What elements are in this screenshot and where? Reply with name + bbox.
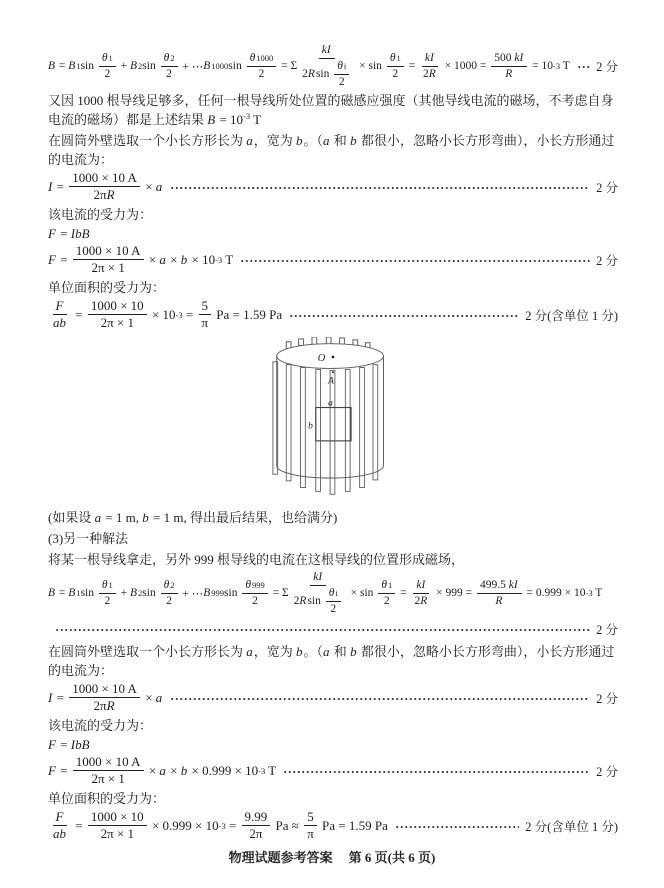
fraction-denominator <box>327 602 339 616</box>
score-label: 2 分 <box>596 691 618 706</box>
fraction <box>73 755 144 787</box>
fraction <box>161 52 178 81</box>
fraction-denominator <box>304 826 317 842</box>
formula-segment: 2π × 1 <box>91 771 125 787</box>
cylinder-top-ellipse <box>277 344 384 369</box>
fraction-numerator <box>387 52 404 67</box>
formula-segment: 2 <box>252 594 258 607</box>
formula-segment: θ i <box>337 59 347 72</box>
formula-segment: Pa = 1.59 Pa <box>213 306 283 322</box>
fraction-numerator <box>326 587 341 602</box>
text-content <box>48 791 165 806</box>
center-o-label: O <box>317 352 326 364</box>
fraction-numerator <box>73 244 144 261</box>
wire-rods <box>273 362 378 494</box>
fraction-denominator <box>492 594 506 608</box>
fraction-numerator <box>319 44 335 59</box>
text-content <box>48 510 337 525</box>
fraction-numerator <box>88 810 147 827</box>
formula-segment: θ 1 <box>101 578 113 591</box>
fraction-denominator <box>198 315 211 331</box>
formula-segment: θ 2 <box>163 578 175 591</box>
text-line <box>48 789 618 808</box>
dotted-leader <box>170 182 590 194</box>
formula-line <box>48 226 618 242</box>
fraction-denominator <box>246 826 265 842</box>
footer-document-title: 物理试题参考答案 <box>228 850 333 865</box>
formula-segment: θ 1 <box>381 578 393 591</box>
fraction <box>242 579 267 608</box>
point-a-label: A <box>328 376 335 387</box>
formula-segment: 1000 × 10 A <box>72 680 137 696</box>
fraction-denominator <box>249 594 261 608</box>
formula-segment: 又因 1000 根导线足够多，任何一根导线所处位置的磁感应强度（其他导线电流的磁场，不考虑自身电流的磁场）都是上述结果 $B = 10^{-3}$ T <box>48 92 614 127</box>
fraction-denominator <box>91 698 119 714</box>
formula-line <box>48 737 618 753</box>
fraction-numerator <box>491 52 527 67</box>
formula-segment: × a × b × 10 -3 T <box>145 251 234 267</box>
formula-segment: 2 R sin <box>302 67 333 80</box>
formula-segment: Pa = 1.59 Pa <box>318 817 388 833</box>
formula-segment: 5 <box>201 297 208 313</box>
formula-segment: = Σ <box>269 587 289 600</box>
formula-segment: × a <box>141 689 163 705</box>
text-line <box>48 205 618 224</box>
formula-content <box>48 682 163 714</box>
side-b-label: b <box>308 421 313 432</box>
formula-segment: 2 R <box>422 67 436 80</box>
formula-segment: R <box>495 594 503 607</box>
dotted-leader <box>240 255 590 267</box>
fraction <box>247 52 277 81</box>
formula-line <box>48 244 618 276</box>
formula-segment: F = IbB <box>48 736 90 752</box>
formula-segment: = <box>72 817 86 833</box>
formula-segment: 将某一根导线拿走，另外 999 根导线的电流在这根导线的位置形成磁场， <box>48 551 465 567</box>
score-label: 2 分(含单位 1 分) <box>525 819 618 834</box>
formula-segment: 1000 × 10 A <box>75 753 141 769</box>
fraction <box>291 571 346 616</box>
page-footer <box>0 847 664 866</box>
formula-segment: = 10 -3 T <box>529 60 570 73</box>
formula-segment: 1000 × 10 <box>90 808 144 824</box>
text-content <box>48 552 464 567</box>
score-label: 2 分 <box>596 764 618 779</box>
formula-segment: 在圆筒外壁选取一个小长方形长为 a，宽为 b。（a 和 b 都很小，忽略小长方形弯曲），小长方形通过的电流为： <box>48 643 615 678</box>
formula-segment: R <box>505 67 513 80</box>
fraction-numerator <box>310 571 326 586</box>
formula-segment: 5 <box>307 808 314 824</box>
text-line <box>48 550 618 569</box>
fraction <box>299 44 354 89</box>
formula-segment: 2 R <box>414 594 428 607</box>
fraction-numerator <box>334 60 349 75</box>
fraction-numerator <box>413 579 429 594</box>
formula-content <box>48 244 233 276</box>
fraction-denominator <box>299 59 354 89</box>
formula-segment: 2π R <box>93 698 115 714</box>
dotted-leader <box>577 61 590 73</box>
fraction-denominator <box>502 67 516 81</box>
formula-segment: kI <box>416 578 426 591</box>
dotted-leader <box>55 624 590 636</box>
formula-segment: kI <box>424 51 434 64</box>
formula-segment: = 0.999 × 10 -3 T <box>523 587 603 600</box>
formula-segment: × a × b × 0.999 × 10 -3 T <box>145 762 277 778</box>
formula-segment: × 10 -3 = <box>148 306 197 322</box>
fraction <box>99 579 116 608</box>
fraction-numerator <box>422 52 438 67</box>
formula-segment: π <box>201 315 209 331</box>
center-o-dot <box>332 356 335 359</box>
fraction <box>50 299 70 331</box>
formula-segment: = <box>405 60 418 73</box>
fraction-denominator <box>88 260 127 276</box>
fraction <box>491 52 527 81</box>
fraction <box>69 171 140 203</box>
formula-segment: θ 999 <box>245 578 265 591</box>
text-content <box>48 644 614 678</box>
fraction <box>88 299 147 331</box>
fraction <box>88 810 147 842</box>
text-line <box>48 131 618 169</box>
formula-segment: 该电流的受力为： <box>48 717 153 733</box>
point-a-dot <box>332 371 334 373</box>
formula-content <box>48 171 163 203</box>
formula-line <box>48 571 618 616</box>
formula-segment: 单位面积的受力为： <box>48 790 166 806</box>
formula-content <box>48 737 91 753</box>
formula-segment: F <box>55 808 64 824</box>
formula-segment: = <box>397 587 410 600</box>
formula-segment: × 999 = <box>433 587 475 600</box>
fraction <box>411 579 431 608</box>
formula-line <box>48 299 618 331</box>
fraction-denominator <box>411 594 431 608</box>
fraction <box>334 60 349 89</box>
formula-content <box>48 571 602 616</box>
formula-segment: × sin <box>356 60 385 73</box>
formula-content <box>48 44 570 89</box>
fraction-denominator <box>336 75 348 89</box>
formula-segment: F = <box>48 762 71 778</box>
formula-segment: F = <box>48 251 71 267</box>
fraction <box>161 579 178 608</box>
fraction-denominator <box>291 586 346 616</box>
fraction <box>198 299 211 331</box>
formula-segment: B = B 1 sin <box>48 60 97 73</box>
text-content <box>48 133 614 167</box>
fraction-denominator <box>420 67 440 81</box>
fraction-numerator <box>161 52 178 67</box>
text-line <box>48 529 618 548</box>
formula-segment: 1000 × 10 A <box>75 242 141 258</box>
formula-segment: 500 kI <box>494 51 524 64</box>
formula-segment: ab <box>53 826 66 842</box>
text-line <box>48 716 618 735</box>
score-leader-line <box>48 620 618 638</box>
fraction <box>378 579 395 608</box>
dotted-leader <box>395 821 519 833</box>
fraction-denominator <box>88 771 127 787</box>
formula-segment: 2 <box>166 594 172 607</box>
text-content <box>48 531 128 546</box>
formula-content <box>48 755 276 787</box>
formula-segment: π <box>307 826 314 842</box>
formula-segment: I = <box>48 178 68 194</box>
formula-segment: × sin <box>347 587 377 600</box>
formula-segment: 2 <box>392 67 399 80</box>
fraction-numerator <box>88 299 147 316</box>
formula-segment: F <box>55 297 64 313</box>
fraction <box>420 52 440 81</box>
formula-segment: 2 <box>258 67 265 80</box>
score-label: 2 分 <box>596 180 618 195</box>
formula-segment: × a <box>141 178 163 194</box>
formula-segment: F = IbB <box>48 225 90 241</box>
cylinder-illustration <box>270 337 394 499</box>
fraction-denominator <box>163 594 175 608</box>
formula-segment: 2π × 1 <box>100 315 134 331</box>
formula-segment: 2 <box>166 67 172 80</box>
formula-segment: I = <box>48 689 68 705</box>
fraction <box>99 52 116 81</box>
text-content <box>48 207 152 222</box>
formula-line <box>48 755 618 787</box>
formula-segment: (如果设 a = 1 m, b = 1 m, 得出最后结果，也给满分) <box>48 509 338 525</box>
answer-section-1 <box>48 44 618 331</box>
fraction-denominator <box>381 594 393 608</box>
formula-segment: + ⋯ B 1000 sin <box>179 60 245 74</box>
fraction <box>304 810 317 842</box>
fraction-denominator <box>256 67 268 81</box>
text-content <box>48 718 152 733</box>
fraction-numerator <box>99 579 116 594</box>
formula-segment: + ⋯ B 999 sin <box>179 587 241 601</box>
answer-section-2 <box>48 508 618 842</box>
fraction-numerator <box>242 579 267 594</box>
formula-segment: = Σ <box>278 60 298 73</box>
fraction-denominator <box>389 67 401 81</box>
formula-line <box>48 171 618 203</box>
fraction-numerator <box>477 579 522 594</box>
fraction-denominator <box>101 594 113 608</box>
formula-segment: ab <box>53 315 66 331</box>
formula-segment: × 1000 = <box>441 60 490 73</box>
formula-segment: 2π <box>249 826 263 842</box>
fraction-numerator <box>199 299 212 316</box>
dotted-leader <box>283 766 590 778</box>
score-label: 2 分(含单位 1 分) <box>525 308 618 323</box>
fraction-denominator <box>101 67 113 81</box>
formula-segment: 2 <box>383 594 390 607</box>
fraction-denominator <box>91 187 119 203</box>
formula-segment: + B 2 sin <box>117 60 159 73</box>
formula-line <box>48 44 618 89</box>
fraction-numerator <box>378 579 395 594</box>
fraction <box>477 579 522 608</box>
fraction-denominator <box>50 315 70 331</box>
fraction-numerator <box>99 52 116 67</box>
text-content <box>48 93 614 127</box>
fraction <box>387 52 404 81</box>
cylinder-diagram <box>48 337 618 504</box>
formula-segment: 在圆筒外壁选取一个小长方形长为 a，宽为 b。（a 和 b 都很小，忽略小长方形弯曲），小长方形通过的电流为： <box>48 132 615 167</box>
text-line <box>48 91 618 129</box>
formula-segment: 9.99 <box>244 808 268 824</box>
fraction <box>73 244 144 276</box>
formula-segment: 2 R sin <box>293 594 324 607</box>
formula-segment: 该电流的受力为： <box>48 206 153 222</box>
text-line <box>48 508 618 527</box>
formula-segment: θ i <box>328 586 338 599</box>
fraction-denominator <box>50 826 70 842</box>
formula-segment: 2 <box>338 75 345 88</box>
formula-segment: B = B 1 sin <box>48 587 97 600</box>
dotted-leader <box>170 693 590 705</box>
text-line <box>48 278 618 297</box>
formula-segment: θ 1 <box>389 51 401 64</box>
fraction-numerator <box>161 579 178 594</box>
formula-segment: 2π × 1 <box>100 826 134 842</box>
fraction-numerator <box>69 171 140 188</box>
fraction-numerator <box>53 299 68 316</box>
formula-segment: × 0.999 × 10 -3 = <box>148 817 240 833</box>
dotted-leader <box>289 310 519 322</box>
score-label: 2 分 <box>596 622 618 637</box>
score-label: 2 分 <box>596 60 618 75</box>
formula-segment: 单位面积的受力为： <box>48 279 166 295</box>
formula-segment: = <box>72 306 86 322</box>
fraction-numerator <box>247 52 277 67</box>
fraction-numerator <box>304 810 317 827</box>
text-content <box>48 280 165 295</box>
formula-segment: 2 <box>330 602 337 615</box>
formula-segment: (3)另一种解法 <box>48 530 129 546</box>
formula-segment: 499.5 kI <box>479 578 518 591</box>
fraction-denominator <box>98 315 137 331</box>
formula-segment: 2 <box>104 67 111 80</box>
formula-line <box>48 810 618 842</box>
formula-segment: Pa ≈ <box>272 817 303 833</box>
fraction-numerator <box>69 682 140 699</box>
footer-page-number: 第 6 页(共 6 页) <box>348 850 436 865</box>
formula-segment: 1000 × 10 <box>90 297 144 313</box>
text-line <box>48 642 618 680</box>
fraction-denominator <box>98 826 137 842</box>
formula-content <box>48 810 388 842</box>
formula-segment: θ 2 <box>163 51 175 64</box>
formula-content <box>48 299 282 331</box>
fraction <box>242 810 271 842</box>
formula-content <box>48 226 91 242</box>
fraction-numerator <box>73 755 144 772</box>
formula-segment: + B 2 sin <box>117 587 159 600</box>
formula-segment: 2π R <box>93 187 115 203</box>
fraction-denominator <box>163 67 175 81</box>
score-label: 2 分 <box>596 253 618 268</box>
formula-segment: 1000 × 10 A <box>72 169 137 185</box>
formula-line <box>48 682 618 714</box>
formula-segment: kI <box>321 44 331 56</box>
formula-segment: θ 1 <box>101 51 113 64</box>
fraction-numerator <box>53 810 68 827</box>
side-a-label: a <box>328 398 333 409</box>
formula-segment: θ 1000 <box>249 51 274 64</box>
fraction <box>50 810 70 842</box>
fraction <box>326 587 341 616</box>
formula-segment: 2 <box>104 594 111 607</box>
formula-segment: kI <box>313 570 323 583</box>
fraction-numerator <box>242 810 271 827</box>
fraction <box>69 682 140 714</box>
formula-segment: 2π × 1 <box>91 260 125 276</box>
